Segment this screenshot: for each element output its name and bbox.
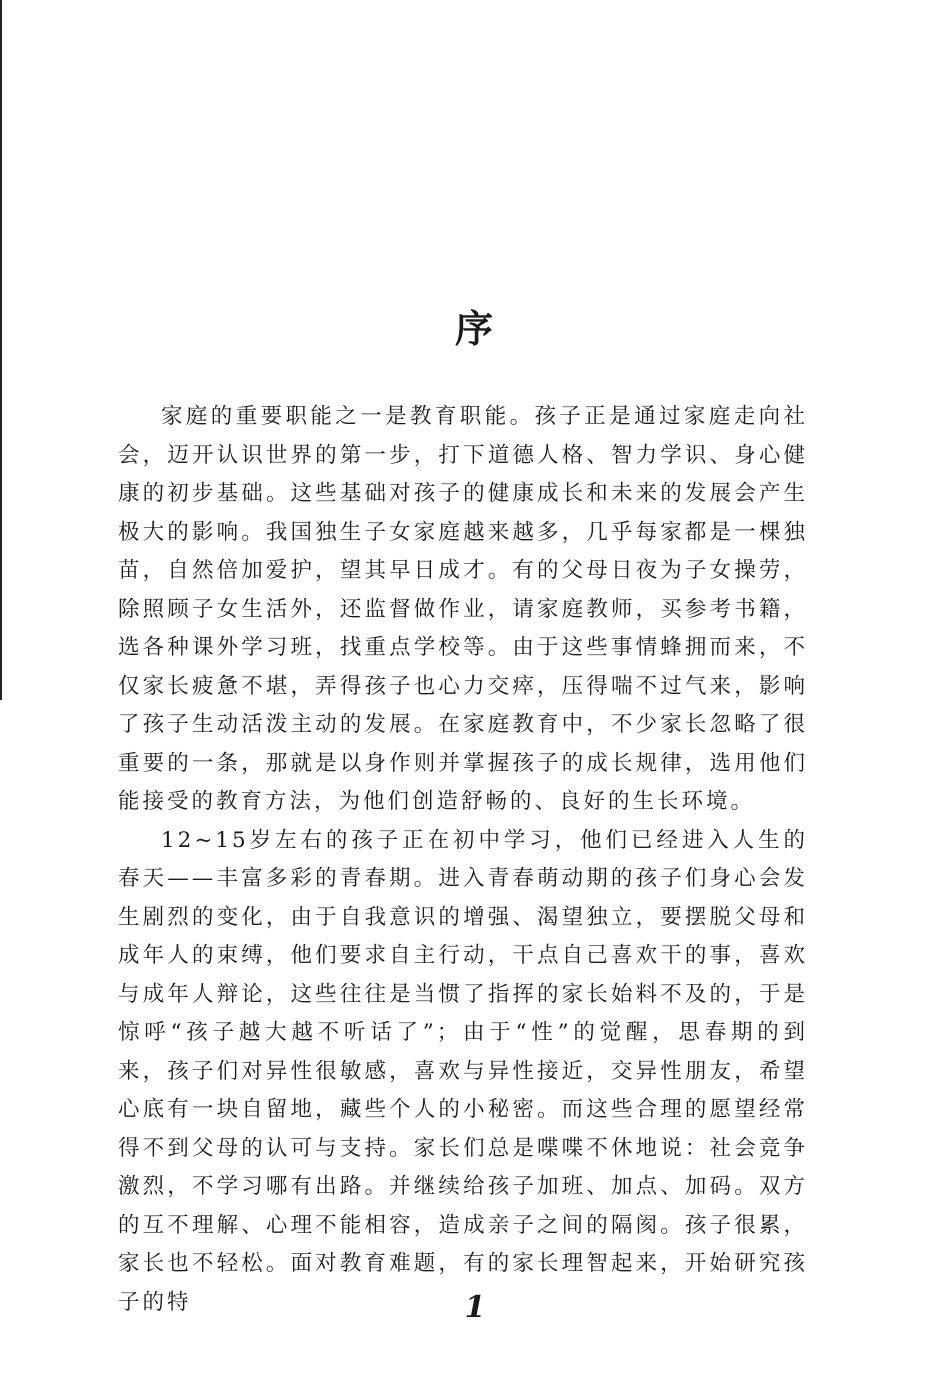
paragraph-2: 12~15岁左右的孩子正在初中学习，他们已经进入人生的春天——丰富多彩的青春期。进入青春萌动期的孩子们身心会发生剧烈的变化，由于自我意识的增强、渴望独立，要摆脱父母和成年人的束缚，他们要求自主行动，干点自己喜欢干的事，喜欢与成年人辩论，这些往往是当惯了指挥的家长始料不及的，于是惊呼“孩子越大越不听话了”；由于“性”的觉醒，思春期的到来，孩子们对异性很敏感，喜欢与异性接近，交异性朋友，希望心底有一块自留地，藏些个人的小秘密。而这些合理的愿望经常得不到父母的认可与支持。家长们总是喋喋不休地说：社会竞争激烈，不学习哪有出路。并继续给孩子加班、加点、加码。双方的互不理解、心理不能相容，造成亲子之间的隔阂。孩子很累，家长也不轻松。面对教育难题，有的家长理智起来，开始研究孩子的特	[118, 827, 808, 1315]
page-title: 序	[454, 307, 495, 352]
page-number: 1	[464, 1290, 486, 1325]
body-text	[118, 398, 808, 1322]
paragraph-1: 家庭的重要职能之一是教育职能。孩子正是通过家庭走向社会，迈开认识世界的第一步，打下道德人格、智力学识、身心健康的初步基础。这些基础对孩子的健康成长和未来的发展会产生极大的影响。我国独生子女家庭越来越多，几乎每家都是一棵独苗，自然倍加爱护，望其早日成才。有的父母日夜为子女操劳，除照顾子女生活外，还监督做作业，请家庭教师，买参考书籍，选各种课外学习班，找重点学校等。由于这些事情蜂拥而来，不仅家长疲惫不堪，弄得孩子也心力交瘁，压得喘不过气来，影响了孩子生动活泼主动的发展。在家庭教育中，不少家长忽略了很重要的一条，那就是以身作则并掌握孩子的成长规律，选用他们能接受的教育方法，为他们创造舒畅的、良好的生长环境。	[118, 404, 808, 814]
